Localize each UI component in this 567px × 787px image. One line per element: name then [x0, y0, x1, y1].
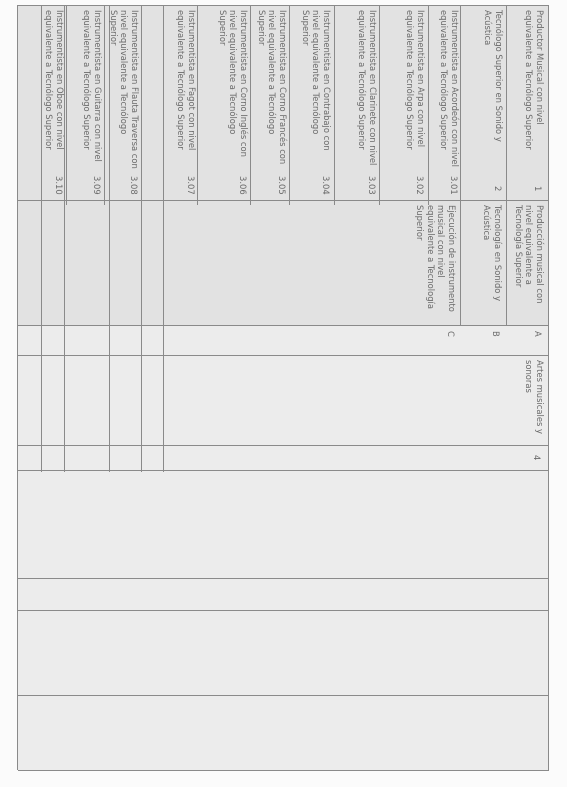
- grid-line: [460, 5, 461, 205]
- grid-line: [250, 5, 251, 205]
- grid-line: [428, 5, 429, 205]
- grid-line: [18, 200, 549, 201]
- area-number: 4: [532, 455, 542, 461]
- grid-line: [104, 5, 105, 205]
- grid-line: [18, 355, 549, 356]
- subarea-letter: C: [446, 331, 456, 337]
- grid-line: [18, 578, 549, 579]
- subarea-name: Ejecución de instrumento musical con nivel equivalente a Tecnología Superior: [415, 205, 457, 312]
- grid-line: [334, 5, 335, 205]
- grid-line: [18, 325, 549, 326]
- grid-line: [506, 5, 507, 205]
- career-code: 3.10: [54, 176, 64, 195]
- career-name: Productor Musical con nivel equivalente a Tecnólogo Superior: [524, 10, 545, 150]
- grid-line: [163, 5, 164, 472]
- career-code: 3.07: [186, 176, 196, 195]
- grid-line: [460, 200, 461, 325]
- career-name: Instrumentista en Arpa con nivel equivalente a Tecnólogo Superior: [405, 10, 426, 150]
- career-code: 3.09: [92, 176, 102, 195]
- career-code: 3.06: [238, 176, 248, 195]
- career-name: Instrumentista en Acordeón con nivel equivalente a Tecnólogo Superior: [439, 10, 460, 167]
- grid-line: [506, 200, 507, 325]
- career-code: 3.01: [449, 176, 459, 195]
- grid-line: [41, 5, 42, 472]
- grid-line: [141, 5, 142, 205]
- career-name: Instrumentista en Clarinete con nivel equivalente a Tecnólogo Superior: [357, 10, 378, 166]
- career-name: Instrumentista en Guitarra con nivel equivalente a Tecnólogo Superior: [82, 10, 103, 162]
- career-name: Instrumentista en Fagot con nivel equivalente a Tecnólogo Superior: [176, 10, 197, 151]
- grid-line: [197, 5, 198, 205]
- career-code: 2: [493, 186, 503, 192]
- subarea-name: Tecnología en Sonido y Acústica: [482, 205, 503, 302]
- career-code: 3.04: [321, 176, 331, 195]
- career-name: Instrumentista en Oboe con nivel equivalente a Tecnólogo Superior: [44, 10, 65, 150]
- career-code: 1: [533, 186, 543, 192]
- area-name: Artes musicales y sonoras: [524, 360, 545, 434]
- career-code: 3.02: [415, 176, 425, 195]
- grid-line: [18, 695, 549, 696]
- career-name: Tecnólogo Superior en Sonido y Acústica: [483, 10, 504, 142]
- grid-line: [289, 5, 290, 205]
- grid-line: [18, 770, 549, 771]
- career-name: Instrumentista en Corno Francés con nivel equivalente a Tecnólogo Superior: [257, 10, 288, 165]
- career-code: 3.08: [129, 176, 139, 195]
- subarea-letter: B: [491, 331, 501, 337]
- subarea-letter: A: [533, 331, 543, 337]
- grid-line: [18, 445, 549, 446]
- career-name: Instrumentista en Contrabajo con nivel equivalente a Tecnólogo Superior: [301, 10, 332, 151]
- subarea-name: Producción musical con nivel equivalente a Tecnología Superior: [514, 205, 545, 304]
- grid-line: [548, 5, 549, 770]
- career-code: 3.05: [277, 176, 287, 195]
- grid-line: [18, 610, 549, 611]
- career-name: Instrumentista en Flauta Traversa con nivel equivalente a Tecnólogo Superior: [109, 10, 140, 169]
- grid-line: [17, 5, 18, 770]
- grid-line: [18, 5, 549, 6]
- career-name: Instrumentista en Corno Inglés con nivel equivalente a Tecnólogo Superior: [218, 10, 249, 157]
- career-code: 3.03: [367, 176, 377, 195]
- grid-line: [379, 5, 380, 205]
- grid-line: [66, 5, 67, 205]
- grid-line: [18, 470, 549, 471]
